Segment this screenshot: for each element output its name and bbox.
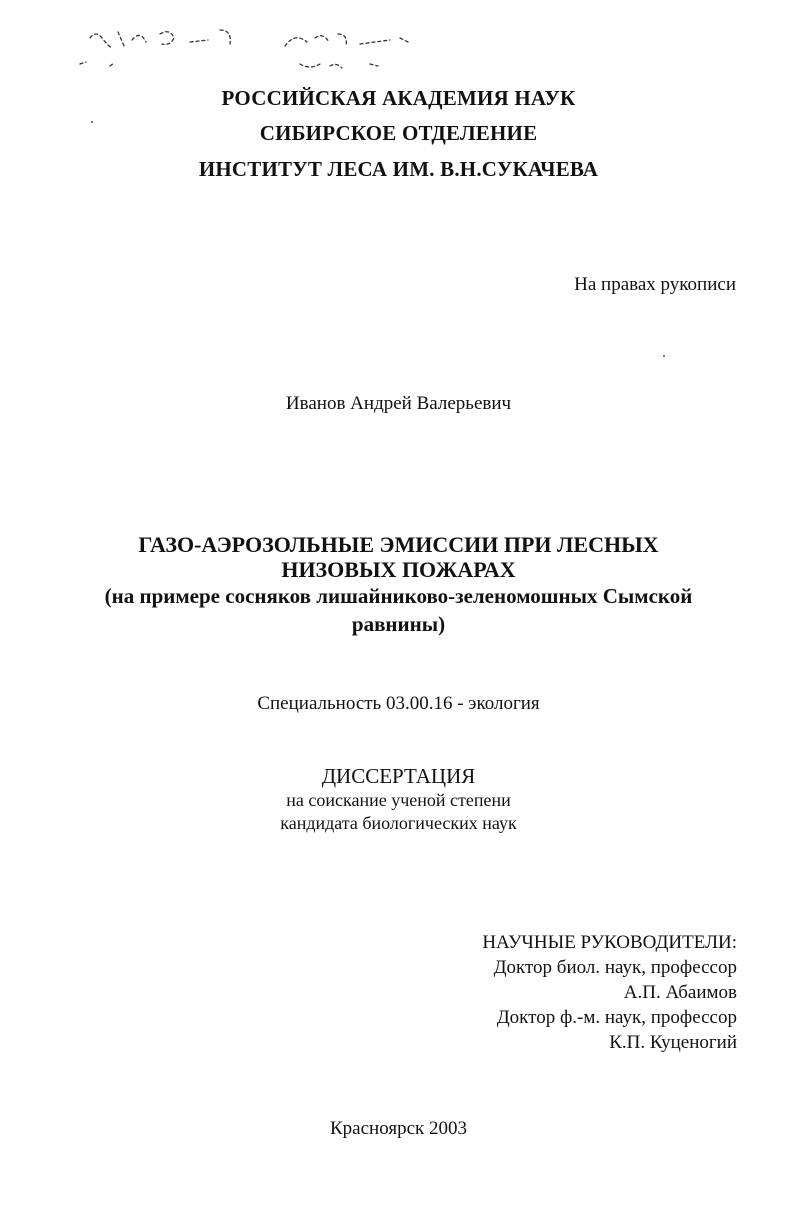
- title-line-2: НИЗОВЫХ ПОЖАРАХ: [281, 557, 516, 582]
- advisor-2-degree: Доктор ф.-м. наук, профессор: [496, 1007, 737, 1028]
- subtitle-line-1: (на примере сосняков лишайниково-зеленомошных Сымской: [104, 584, 693, 608]
- handwritten-mark: [70, 20, 430, 80]
- advisor-1-degree: Доктор биол. наук, профессор: [493, 957, 737, 978]
- dissertation-heading: ДИССЕРТАЦИЯ: [321, 764, 476, 788]
- organization-line-3: ИНСТИТУТ ЛЕСА ИМ. В.Н.СУКАЧЕВА: [198, 157, 599, 181]
- speck: [663, 355, 665, 357]
- dissertation-title: [0, 532, 797, 638]
- manuscript-rights: На правах рукописи: [574, 274, 736, 295]
- organization-line-1: РОССИЙСКАЯ АКАДЕМИЯ НАУК: [221, 86, 576, 110]
- author-name: Иванов Андрей Валерьевич: [285, 393, 512, 414]
- title-line-1: ГАЗО-АЭРОЗОЛЬНЫЕ ЭМИССИИ ПРИ ЛЕСНЫХ: [138, 532, 659, 557]
- specialty: Специальность 03.00.16 - экология: [257, 693, 540, 714]
- degree-line-2: кандидата биологических наук: [280, 813, 517, 833]
- subtitle-line-2: равнины): [351, 612, 446, 636]
- scientific-advisors: [482, 930, 737, 1055]
- advisor-2-name: К.П. Куценогий: [609, 1032, 737, 1053]
- organization-line-2: СИБИРСКОЕ ОТДЕЛЕНИЕ: [259, 121, 538, 145]
- advisor-1-name: А.П. Абаимов: [623, 982, 737, 1003]
- city-year: Красноярск 2003: [330, 1118, 467, 1139]
- degree-line-1: на соискание ученой степени: [286, 790, 511, 810]
- advisors-heading: НАУЧНЫЕ РУКОВОДИТЕЛИ:: [482, 932, 737, 953]
- dissertation-type: [0, 763, 797, 835]
